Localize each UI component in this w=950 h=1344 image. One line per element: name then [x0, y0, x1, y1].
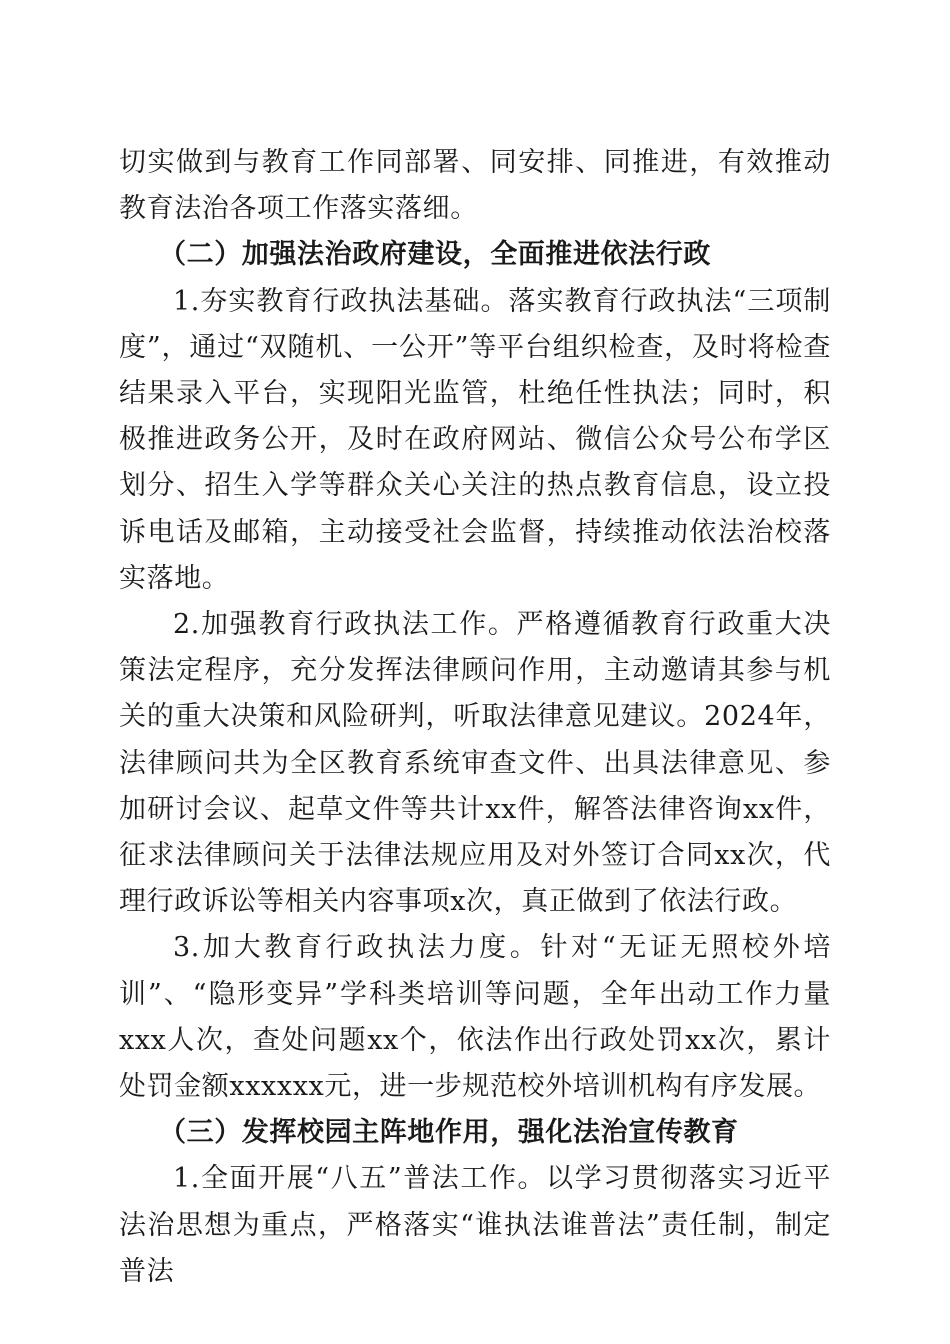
paragraph-continuation: 切实做到与教育工作同部署、同安排、同推进，有效推动教育法治各项工作落实落细。 — [119, 147, 831, 225]
paragraph-item-1-section-3: 1.全面开展“八五”普法工作。以学习贯彻落实习近平法治思想为重点，严格落实“谁执法谁普法”责任制，制定普法 — [119, 1163, 831, 1287]
paragraph-item-1: 1.夯实教育行政执法基础。落实教育行政执法“三项制度”，通过“双随机、一公开”等平台组织检查，及时将检查结果录入平台，实现阳光监管，杜绝任性执法；同时，积极推进政务公开，及时在政府网站、微信公众号公布学区划分、招生入学等群众关心关注的热点教育信息，设立投诉电话及邮箱，主动接受社会监督，持续推动依法治校落实落地。 — [119, 285, 831, 594]
section-heading-2: （二）加强法治政府建设，全面推进依法行政 — [159, 239, 711, 271]
section-heading-3: （三）发挥校园主阵地作用，强化法治宣传教育 — [159, 1117, 739, 1149]
document-body — [119, 140, 831, 1295]
paragraph-item-2: 2.加强教育行政执法工作。严格遵循教育行政重大决策法定程序，充分发挥法律顾问作用，主动邀请其参与机关的重大决策和风险研判，听取法律意见建议。2024年，法律顾问共为全区教育系统审查文件、出具法律意见、参加研讨会议、起草文件等共计xx件，解答法律咨询xx件，征求法律顾问关于法律法规应用及对外签订合同xx次，代理行政诉讼等相关内容事项x次，真正做到了依法行政。 — [119, 609, 831, 918]
paragraph-item-3: 3.加大教育行政执法力度。针对“无证无照校外培训”、“隐形变异”学科类培训等问题，全年出动工作力量xxx人次，查处问题xx个，依法作出行政处罚xx次，累计处罚金额xxxxxx元，进一步规范校外培训机构有序发展。 — [119, 932, 831, 1103]
